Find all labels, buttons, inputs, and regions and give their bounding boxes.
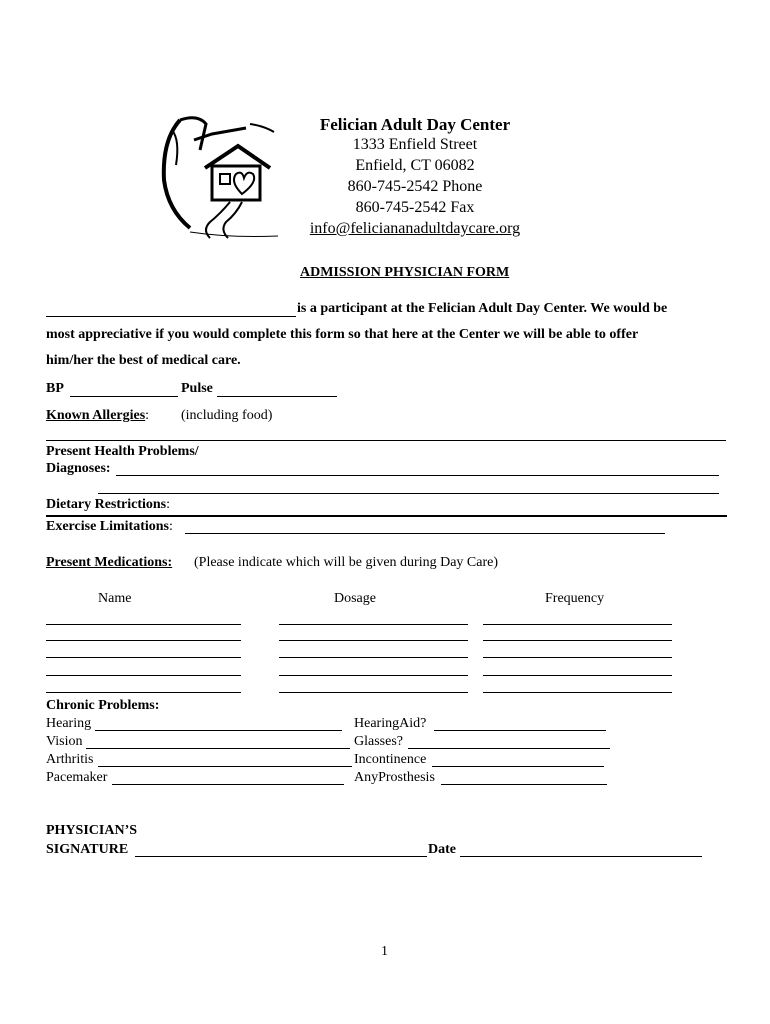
chronic-glasses-label: Glasses? (354, 734, 403, 749)
med-column-dosage: Dosage (334, 591, 376, 606)
med-name-field[interactable] (46, 692, 241, 693)
med-name-field[interactable] (46, 675, 241, 676)
pulse-label: Pulse (181, 381, 213, 396)
med-name-field[interactable] (46, 640, 241, 641)
diagnoses-field-1[interactable] (116, 475, 719, 476)
org-city: Enfield, CT 06082 (355, 157, 475, 174)
exercise-colon: : (169, 519, 173, 534)
med-frequency-field[interactable] (483, 640, 672, 641)
chronic-pacemaker-label: Pacemaker (46, 770, 108, 785)
dietary-field[interactable] (46, 515, 727, 517)
diagnoses-field-2[interactable] (98, 493, 719, 494)
med-name-field[interactable] (46, 657, 241, 658)
org-street: 1333 Enfield Street (352, 136, 478, 153)
allergies-colon: : (145, 408, 150, 423)
chronic-prosthesis-label: AnyProsthesis (354, 770, 435, 785)
med-frequency-field[interactable] (483, 692, 672, 693)
med-dosage-field[interactable] (279, 657, 468, 658)
exercise-label: Exercise Limitations (46, 519, 170, 534)
dietary-colon: : (166, 497, 171, 512)
allergies-field[interactable] (46, 440, 726, 441)
chronic-hearing-aid-field[interactable] (434, 730, 606, 731)
chronic-hearing-aid-label: HearingAid? (354, 716, 427, 731)
med-name-field[interactable] (46, 624, 241, 625)
medications-label: Present Medications: (46, 555, 173, 570)
chronic-glasses-field[interactable] (408, 748, 610, 749)
page-number: 1 (381, 944, 388, 959)
intro-line-2: most appreciative if you would complete this form so that here at the Center we will be able to offer (46, 327, 639, 342)
date-field[interactable] (460, 856, 702, 857)
form-title: ADMISSION PHYSICIAN FORM (300, 265, 510, 280)
chronic-incontinence-field[interactable] (432, 766, 604, 767)
org-fax: 860-745-2542 Fax (355, 199, 475, 216)
exercise-field[interactable] (185, 533, 665, 534)
allergies-row (46, 408, 149, 424)
exercise-row (46, 519, 173, 535)
med-frequency-field[interactable] (483, 624, 672, 625)
intro-line-3: him/her the best of medical care. (46, 353, 241, 368)
med-frequency-field[interactable] (483, 675, 672, 676)
bp-label: BP (46, 381, 64, 396)
org-email-link[interactable]: info@feliciananadultdaycare.org (309, 220, 521, 237)
health-problems-label: Present Health Problems/ (46, 444, 199, 459)
org-name: Felician Adult Day Center (319, 115, 511, 134)
physician-label: PHYSICIAN’S (46, 823, 138, 838)
chronic-pacemaker-field[interactable] (112, 784, 344, 785)
bp-field[interactable] (70, 396, 178, 397)
allergies-note: (including food) (181, 408, 273, 423)
org-phone: 860-745-2542 Phone (347, 178, 483, 195)
med-dosage-field[interactable] (279, 675, 468, 676)
signature-label: SIGNATURE (46, 842, 129, 857)
date-label: Date (428, 842, 456, 857)
center-logo (150, 110, 280, 245)
diagnoses-label: Diagnoses: (46, 461, 111, 476)
chronic-vision-label: Vision (46, 734, 83, 749)
med-column-frequency: Frequency (545, 591, 605, 606)
pulse-field[interactable] (217, 396, 337, 397)
med-dosage-field[interactable] (279, 640, 468, 641)
med-dosage-field[interactable] (279, 624, 468, 625)
medications-note: (Please indicate which will be given during Day Care) (194, 555, 499, 570)
participant-name-field[interactable] (46, 316, 296, 317)
med-frequency-field[interactable] (483, 657, 672, 658)
chronic-arthritis-label: Arthritis (46, 752, 94, 767)
chronic-incontinence-label: Incontinence (354, 752, 427, 767)
chronic-hearing-field[interactable] (95, 730, 342, 731)
dietary-row (46, 497, 170, 513)
signature-field[interactable] (135, 856, 427, 857)
chronic-prosthesis-field[interactable] (441, 784, 607, 785)
intro-line-1: is a participant at the Felician Adult Day Center. We would be (297, 301, 668, 316)
dietary-label: Dietary Restrictions (46, 497, 167, 512)
med-column-name: Name (98, 591, 132, 606)
med-dosage-field[interactable] (279, 692, 468, 693)
chronic-arthritis-field[interactable] (98, 766, 352, 767)
chronic-problems-label: Chronic Problems: (46, 698, 160, 713)
chronic-vision-field[interactable] (86, 748, 350, 749)
allergies-label: Known Allergies (46, 408, 146, 423)
chronic-hearing-label: Hearing (46, 716, 92, 731)
